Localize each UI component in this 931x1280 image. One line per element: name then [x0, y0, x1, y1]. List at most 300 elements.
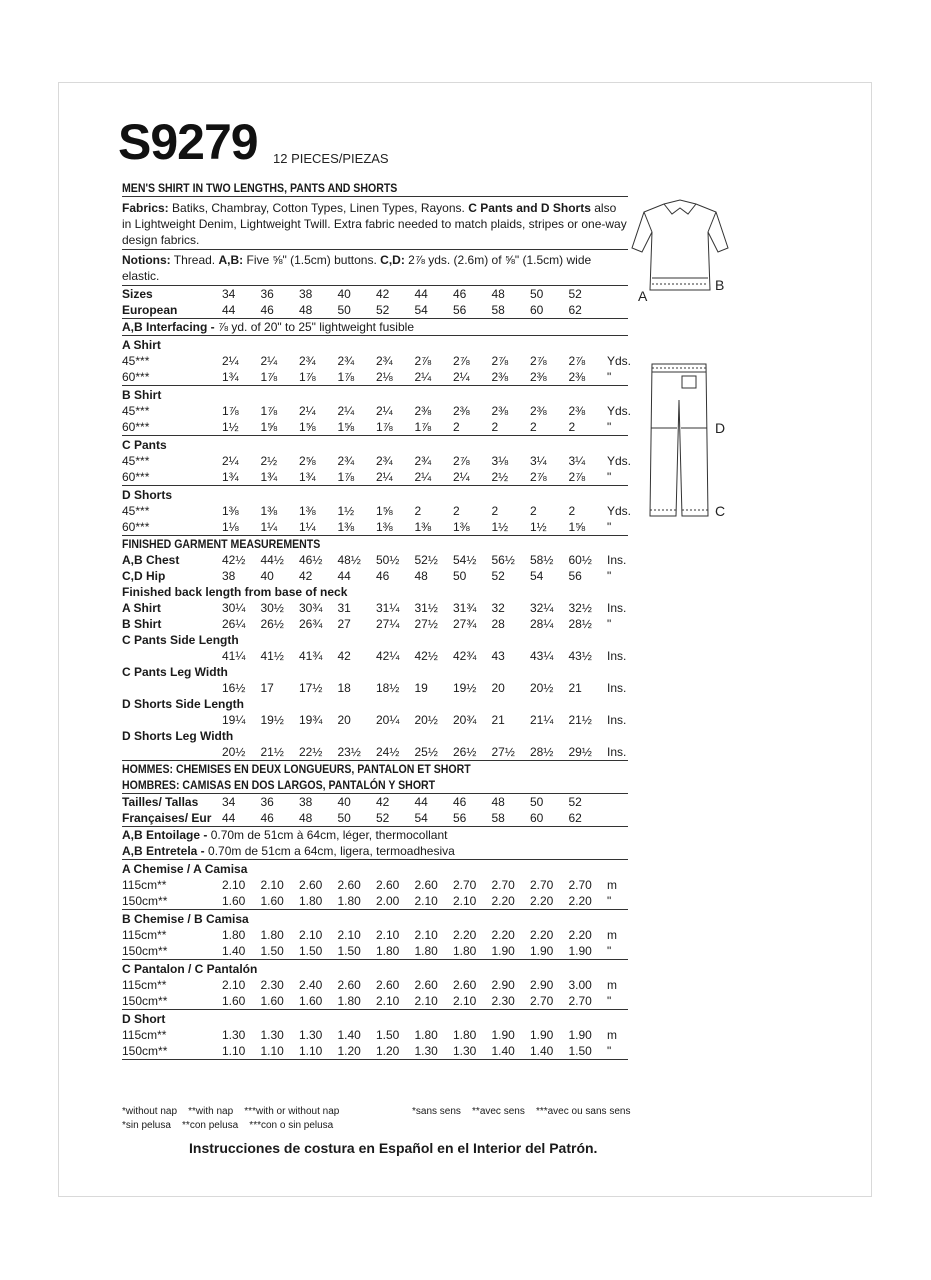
row-label: 60***: [122, 370, 150, 384]
row-label: 115cm**: [122, 878, 167, 892]
table-cell: 1.80: [299, 894, 323, 908]
table-cell: 1.60: [299, 994, 323, 1008]
row-label: 150cm**: [122, 894, 168, 908]
table-cell: 31¾: [453, 601, 477, 615]
unit-label: ": [607, 520, 612, 534]
table-cell: 29½: [568, 745, 592, 759]
table-cell: 28½: [568, 617, 592, 631]
table-row: [122, 943, 628, 959]
table-cell: 1½: [337, 504, 355, 518]
table-cell: 42¾: [453, 649, 477, 663]
table-cell: 1⅝: [568, 520, 586, 534]
table-cell: 46: [453, 795, 467, 809]
entretela-row: A,B Entretela - 0.70m de 51cm a 64cm, ligera, termoadhesiva: [122, 843, 628, 860]
table-cell: 36: [260, 287, 274, 301]
table-row: [122, 552, 628, 568]
table-cell: 2.10: [414, 994, 438, 1008]
table-cell: 2.10: [222, 978, 246, 992]
table-cell: 20: [491, 681, 505, 695]
table-cell: 17½: [299, 681, 323, 695]
table-cell: 21: [568, 681, 582, 695]
row-label: 45***: [122, 354, 150, 368]
table-cell: 2.20: [568, 894, 592, 908]
table-cell: 48: [491, 287, 505, 301]
sizes-table: [122, 286, 628, 319]
pieces-count: 12 PIECES/PIEZAS: [273, 151, 389, 166]
table-cell: 38: [299, 287, 313, 301]
section-title: D Short: [122, 1012, 166, 1026]
section-title: C Pants Side Length: [122, 633, 239, 647]
section-title: C Pantalon / C Pantalón: [122, 962, 258, 976]
row-label: European: [122, 303, 178, 317]
table-cell: 46½: [299, 553, 323, 567]
table-cell: 2.20: [568, 928, 592, 942]
table-row: [122, 369, 628, 385]
table-cell: 48: [414, 569, 428, 583]
table-cell: 58½: [530, 553, 554, 567]
table-cell: 1¼: [260, 520, 278, 534]
table-cell: 2.60: [414, 878, 438, 892]
unit-label: Yds.: [607, 404, 632, 418]
table-cell: 1.90: [568, 944, 592, 958]
table-cell: 1⅜: [414, 520, 432, 534]
table-cell: 42: [376, 795, 390, 809]
table-cell: 43½: [568, 649, 592, 663]
table-cell: 2.10: [453, 994, 477, 1008]
table-cell: 1¼: [299, 520, 316, 534]
table-cell: 19¼: [222, 713, 246, 727]
table-cell: 44: [222, 303, 236, 317]
yardage-section: [122, 386, 632, 436]
table-cell: 1.20: [337, 1044, 361, 1058]
table-cell: 2¾: [414, 454, 432, 468]
table-cell: 1.30: [414, 1044, 438, 1058]
yardage-section: [122, 336, 632, 386]
table-cell: 58: [491, 303, 505, 317]
table-cell: 1⅜: [337, 520, 355, 534]
row-label: 60***: [122, 470, 150, 484]
view-label-c: C: [715, 503, 726, 519]
table-cell: 26¾: [299, 617, 323, 631]
table-cell: 28: [491, 617, 505, 631]
section-title: D Shorts: [122, 488, 173, 502]
table-cell: 27½: [491, 745, 515, 759]
unit-label: ": [607, 370, 612, 384]
row-label: 150cm**: [122, 994, 168, 1008]
unit-label: Ins.: [607, 553, 627, 567]
table-cell: 1.40: [530, 1044, 554, 1058]
table-cell: 21½: [568, 713, 592, 727]
table-row: [122, 503, 632, 519]
table-row: [122, 977, 628, 993]
table-cell: 2¼: [376, 404, 393, 418]
table-cell: 1.20: [376, 1044, 400, 1058]
unit-label: ": [607, 994, 612, 1008]
table-cell: 41¾: [299, 649, 323, 663]
table-cell: 2⅞: [568, 354, 586, 368]
table-cell: 1.60: [222, 894, 246, 908]
table-cell: 2: [568, 420, 576, 434]
table-cell: 2¼: [376, 470, 393, 484]
table-cell: 2⅞: [530, 354, 547, 368]
table-cell: 1.60: [222, 994, 246, 1008]
table-cell: 34: [222, 287, 236, 301]
table-cell: 3¼: [568, 454, 586, 468]
table-cell: 2¼: [299, 404, 316, 418]
table-cell: 60: [530, 811, 544, 825]
fabrics-info: Fabrics: Batiks, Chambray, Cotton Types, Linen Types, Rayons. C Pants and D Shorts also in Lightweight Denim, Lightweight Twill. Extra fabric needed to match plaids, stripes or one-way design fabrics.: [122, 201, 627, 247]
row-label: Françaises/ Eur: [122, 811, 212, 825]
table-cell: 1.90: [491, 944, 515, 958]
table-cell: 2⅞: [568, 470, 586, 484]
table-cell: 42½: [222, 553, 246, 567]
table-cell: 1⅝: [299, 420, 316, 434]
table-cell: 1⅝: [376, 504, 393, 518]
table-cell: 2¼: [453, 370, 470, 384]
unit-label: m: [607, 1028, 617, 1042]
table-cell: 26½: [260, 617, 284, 631]
table-cell: 1⅞: [414, 420, 432, 434]
table-cell: 2.10: [414, 928, 438, 942]
view-label-d: D: [715, 420, 726, 436]
table-cell: 27¾: [453, 617, 477, 631]
table-cell: 2.70: [568, 994, 592, 1008]
table-cell: 1.30: [222, 1028, 246, 1042]
table-cell: 52: [376, 303, 390, 317]
table-cell: 2⅞: [530, 470, 547, 484]
table-cell: 1⅜: [453, 520, 470, 534]
table-cell: 1⅞: [337, 370, 355, 384]
footnote-english: *without nap **with nap ***with or without nap: [122, 1106, 340, 1117]
unit-label: ": [607, 1044, 612, 1058]
table-cell: 20½: [222, 745, 246, 759]
table-cell: 1.30: [453, 1044, 477, 1058]
table-cell: 36: [260, 795, 274, 809]
table-cell: 1.50: [260, 944, 284, 958]
table-cell: 52: [568, 795, 582, 809]
table-cell: 1.40: [491, 1044, 515, 1058]
table-cell: 56: [568, 569, 582, 583]
table-cell: 21¼: [530, 713, 554, 727]
table-row: [122, 568, 628, 584]
table-cell: 1½: [222, 420, 239, 434]
table-cell: 2: [491, 420, 499, 434]
table-cell: 2.30: [491, 994, 515, 1008]
table-row: [122, 927, 628, 943]
table-cell: 1.50: [299, 944, 323, 958]
unit-label: Ins.: [607, 649, 627, 663]
table-cell: 28¼: [530, 617, 554, 631]
table-cell: 1⅞: [260, 404, 278, 418]
row-label: C,D Hip: [122, 569, 166, 583]
table-cell: 20: [337, 713, 351, 727]
unit-label: ": [607, 944, 612, 958]
table-cell: 56: [453, 303, 467, 317]
table-cell: 2.10: [299, 928, 323, 942]
table-cell: 1.90: [530, 1028, 554, 1042]
table-cell: 42: [376, 287, 390, 301]
table-row: [122, 1027, 628, 1043]
section-title: C Pants: [122, 438, 167, 452]
table-cell: 2⅜: [530, 370, 547, 384]
table-cell: 30¼: [222, 601, 246, 615]
table-cell: 1⅜: [222, 504, 239, 518]
table-cell: 2.10: [453, 894, 477, 908]
table-cell: 1.50: [376, 1028, 400, 1042]
table-cell: 1¾: [260, 470, 278, 484]
table-cell: 21: [491, 713, 505, 727]
table-cell: 23½: [337, 745, 361, 759]
yardage-table: [122, 336, 632, 536]
table-row: [122, 453, 632, 469]
table-cell: 1.90: [530, 944, 554, 958]
table-cell: 2.20: [453, 928, 477, 942]
table-cell: 2.10: [376, 994, 400, 1008]
table-cell: 54½: [453, 553, 477, 567]
table-cell: 19½: [260, 713, 284, 727]
table-cell: 2.30: [260, 978, 284, 992]
section-title: D Shorts Leg Width: [122, 729, 234, 743]
table-cell: 52: [568, 287, 582, 301]
table-cell: 30¾: [299, 601, 323, 615]
table-row: [122, 419, 628, 435]
table-cell: 46: [260, 811, 274, 825]
table-cell: 48: [299, 811, 313, 825]
table-cell: 20¼: [376, 713, 400, 727]
unit-label: ": [607, 894, 612, 908]
table-cell: 48½: [337, 553, 361, 567]
table-cell: 31½: [414, 601, 438, 615]
unit-label: ": [607, 617, 612, 631]
table-cell: 2.10: [260, 878, 284, 892]
table-cell: 1.90: [491, 1028, 515, 1042]
unit-label: Ins.: [607, 745, 627, 759]
table-cell: 2.20: [530, 894, 554, 908]
table-cell: 2¼: [222, 454, 239, 468]
table-cell: 48: [491, 795, 505, 809]
entoilage-row: A,B Entoilage - 0.70m de 51cm à 64cm, léger, thermocollant: [122, 828, 448, 842]
table-row: [122, 469, 628, 485]
table-row: [122, 744, 628, 760]
table-cell: 2¼: [453, 470, 470, 484]
row-label: Sizes: [122, 287, 153, 301]
section-title: B Chemise / B Camisa: [122, 912, 249, 926]
french-title: HOMMES: CHEMISES EN DEUX LONGUEURS, PANTALON ET SHORT: [122, 762, 471, 776]
table-cell: 2¾: [376, 354, 393, 368]
table-cell: 26¼: [222, 617, 246, 631]
section-title: B Shirt: [122, 388, 162, 402]
section-title: A Chemise / A Camisa: [122, 862, 248, 876]
table-cell: 2⅞: [414, 354, 432, 368]
table-cell: 2½: [491, 470, 509, 484]
table-cell: 22½: [299, 745, 323, 759]
table-cell: 1.80: [260, 928, 284, 942]
table-cell: 56: [453, 811, 467, 825]
table-cell: 54: [414, 303, 428, 317]
table-cell: 2.10: [337, 928, 361, 942]
table-cell: 2¼: [260, 354, 278, 368]
table-cell: 50: [337, 811, 351, 825]
table-cell: 44½: [260, 553, 284, 567]
table-cell: 43¼: [530, 649, 554, 663]
table-cell: 1⅝: [260, 420, 278, 434]
table-cell: 38: [299, 795, 313, 809]
table-cell: 1.80: [414, 944, 438, 958]
table-cell: 62: [568, 811, 582, 825]
table-cell: 52½: [414, 553, 438, 567]
table-cell: 2.20: [491, 928, 515, 942]
table-cell: 58: [491, 811, 505, 825]
row-label: 60***: [122, 420, 150, 434]
table-cell: 2¼: [414, 370, 432, 384]
unit-label: ": [607, 420, 612, 434]
unit-label: Yds.: [607, 504, 632, 518]
table-cell: 3¼: [530, 454, 547, 468]
table-cell: 3.00: [568, 978, 592, 992]
table-cell: 2⅜: [568, 404, 586, 418]
row-label: 115cm**: [122, 1028, 167, 1042]
table-cell: 54: [414, 811, 428, 825]
table-cell: 56½: [491, 553, 515, 567]
pattern-sheet: [122, 180, 632, 1060]
table-cell: 2⅞: [453, 454, 470, 468]
row-label: 115cm**: [122, 978, 167, 992]
table-cell: 20½: [414, 713, 438, 727]
table-cell: 32: [491, 601, 505, 615]
table-row: [122, 810, 628, 826]
table-cell: 1.30: [299, 1028, 323, 1042]
table-cell: 2.60: [337, 978, 361, 992]
table-cell: 46: [260, 303, 274, 317]
table-cell: 1.90: [568, 1028, 592, 1042]
table-cell: 50: [453, 569, 467, 583]
footnote-french: *sans sens **avec sens ***avec ou sans sens: [412, 1106, 631, 1117]
table-cell: 2.20: [491, 894, 515, 908]
metric-sizes-table: [122, 794, 628, 827]
table-cell: 42¼: [376, 649, 400, 663]
row-label: 150cm**: [122, 1044, 168, 1058]
row-label: 45***: [122, 404, 150, 418]
section-title: A Shirt: [122, 338, 161, 352]
table-cell: 40: [337, 795, 351, 809]
table-cell: 50: [337, 303, 351, 317]
table-cell: 1⅜: [376, 520, 393, 534]
table-cell: 2¾: [337, 454, 355, 468]
table-cell: 2.90: [530, 978, 554, 992]
table-cell: 2: [453, 420, 460, 434]
table-cell: 28½: [530, 745, 554, 759]
table-cell: 2.20: [530, 928, 554, 942]
table-cell: 44: [414, 287, 428, 301]
table-cell: 19¾: [299, 713, 323, 727]
unit-label: Yds.: [607, 454, 632, 468]
table-cell: 34: [222, 795, 236, 809]
unit-label: ": [607, 569, 612, 583]
section-title: Finished back length from base of neck: [122, 585, 348, 599]
table-cell: 2.60: [414, 978, 438, 992]
unit-label: Ins.: [607, 601, 627, 615]
metric-section: [122, 860, 628, 910]
table-row: [122, 680, 628, 696]
table-cell: 3⅛: [491, 454, 509, 468]
table-cell: 62: [568, 303, 582, 317]
table-cell: 2.10: [222, 878, 246, 892]
table-cell: 27½: [414, 617, 438, 631]
table-cell: 2⅜: [453, 404, 470, 418]
table-cell: 54: [530, 569, 544, 583]
row-label: 60***: [122, 520, 150, 534]
row-label: A Shirt: [122, 601, 161, 615]
table-cell: 1⅞: [260, 370, 278, 384]
table-cell: 50: [530, 287, 544, 301]
table-cell: 2: [530, 420, 537, 434]
table-cell: 2¼: [337, 404, 355, 418]
row-label: B Shirt: [122, 617, 162, 631]
unit-label: Yds.: [607, 354, 632, 368]
table-cell: 1.40: [337, 1028, 361, 1042]
table-cell: 27¼: [376, 617, 400, 631]
table-cell: 1.60: [260, 894, 284, 908]
table-cell: 42: [337, 649, 351, 663]
table-row: [122, 600, 628, 616]
table-cell: 1.80: [414, 1028, 438, 1042]
table-cell: 42½: [414, 649, 438, 663]
table-cell: 2.90: [491, 978, 515, 992]
table-cell: 1⅞: [337, 470, 355, 484]
table-cell: 2⅜: [530, 404, 547, 418]
table-cell: 25½: [414, 745, 438, 759]
table-row: [122, 286, 628, 302]
table-cell: 1.30: [260, 1028, 284, 1042]
table-cell: 2: [491, 504, 499, 518]
table-row: [122, 519, 628, 535]
table-cell: 27: [337, 617, 351, 631]
table-cell: 1⅜: [299, 504, 316, 518]
table-cell: 2.60: [337, 878, 361, 892]
table-cell: 20¾: [453, 713, 477, 727]
table-cell: 19: [414, 681, 428, 695]
table-cell: 1.80: [453, 1028, 477, 1042]
unit-label: m: [607, 928, 617, 942]
unit-label: ": [607, 470, 612, 484]
table-cell: 2.60: [376, 878, 400, 892]
unit-label: Ins.: [607, 713, 627, 727]
table-cell: 18: [337, 681, 351, 695]
table-row: [122, 893, 628, 909]
table-cell: 2⅞: [491, 354, 509, 368]
table-cell: 2.60: [453, 978, 477, 992]
table-cell: 1.60: [260, 994, 284, 1008]
finished-title: FINISHED GARMENT MEASUREMENTS: [122, 537, 321, 551]
table-cell: 31: [337, 601, 351, 615]
metric-section: [122, 1010, 628, 1060]
interfacing-row: A,B Interfacing - ⅞ yd. of 20" to 25" lightweight fusible: [122, 319, 628, 336]
table-row: [122, 403, 632, 419]
table-cell: 17: [260, 681, 274, 695]
yardage-section: [122, 486, 632, 536]
footnote-spanish: *sin pelusa **con pelusa ***con o sin pelusa: [122, 1120, 334, 1131]
row-label: Tailles/ Tallas: [122, 795, 199, 809]
table-cell: 1¾: [222, 370, 239, 384]
row-label: A,B Chest: [122, 553, 180, 567]
table-cell: 60: [530, 303, 544, 317]
table-cell: 52: [376, 811, 390, 825]
table-cell: 2⅜: [414, 404, 432, 418]
table-cell: 60½: [568, 553, 592, 567]
table-cell: 46: [376, 569, 390, 583]
table-cell: 32¼: [530, 601, 554, 615]
metric-section: [122, 910, 628, 960]
